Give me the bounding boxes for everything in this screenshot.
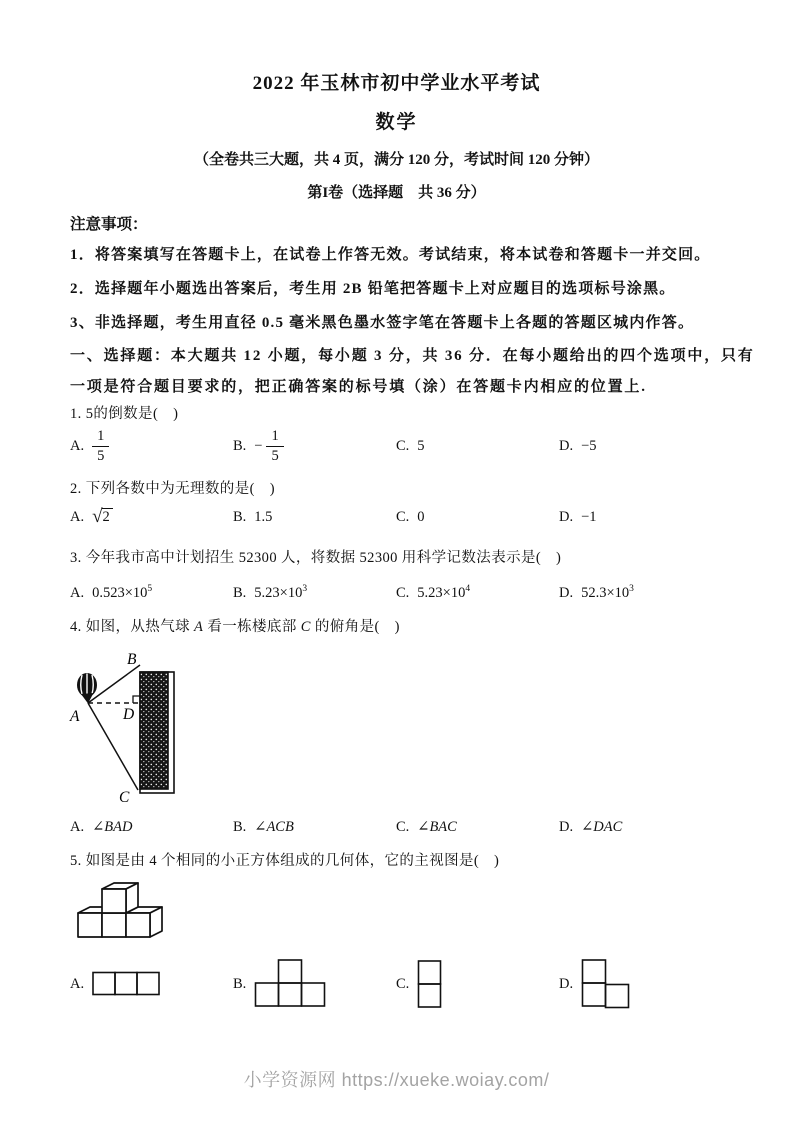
q4-option-d <box>559 812 726 842</box>
point-a-ref: A <box>194 619 204 635</box>
exponent: 5 <box>147 584 153 595</box>
volume-heading: 第I卷（选择题 共 36 分） <box>307 185 486 201</box>
angle-symbol: ∠ <box>92 818 105 835</box>
mantissa: 5.23×10 <box>417 584 466 601</box>
cube-solid <box>78 883 162 937</box>
q4-option-a <box>70 812 233 842</box>
exam-info-line: （全卷共三大题，共 4 页，满分 120 分，考试时间 120 分钟） <box>193 152 599 168</box>
figure-label-a: A <box>70 708 80 725</box>
q4-balloon-building-figure <box>50 648 200 810</box>
question-3-text: 3. 今年我市高中计划招生 52300 人，将数据 52300 用科学记数法表示是( ) <box>70 550 562 566</box>
section-intro-line1: 一、选择题：本大题共 12 小题，每小题 3 分，共 36 分．在每小题给出的四个选项中，只有 <box>70 348 755 364</box>
q2-option-d-label: D. <box>559 508 574 525</box>
fraction-numerator: 1 <box>266 428 283 447</box>
q4-option-b <box>233 812 396 842</box>
q4-option-a-value <box>92 819 132 836</box>
fraction-numerator: 1 <box>92 428 109 447</box>
q4-text-part: 的俯角是( ) <box>314 619 400 635</box>
l-shape-squares <box>581 959 631 1009</box>
q4-option-c-label: C. <box>396 818 410 835</box>
q4-option-b-value <box>254 819 294 836</box>
watermark: 小学资源网 https://xueke.woiay.com/ <box>243 1070 550 1090</box>
question-3-options <box>70 577 726 609</box>
radicand: 2 <box>102 508 113 526</box>
q4-option-d-value <box>581 819 622 836</box>
exponent: 3 <box>302 584 308 595</box>
q3-option-d-value <box>581 584 634 602</box>
mantissa: 52.3×10 <box>581 584 630 601</box>
q1-option-a <box>70 418 233 474</box>
q1-option-c <box>396 418 559 474</box>
question-1-options <box>70 418 726 474</box>
exponent: 3 <box>629 584 634 595</box>
building-shape <box>140 672 174 793</box>
angle-symbol: ∠ <box>581 818 594 835</box>
q5-option-d-label: D. <box>559 975 574 992</box>
angle-letters: BAC <box>429 818 457 835</box>
q2-option-d-value: −1 <box>581 508 597 525</box>
notice-item-3: 3、非选择题，考生用直径 0.5 毫米黑色墨水签字笔在答题卡上各题的答题区城内作答。 <box>70 315 695 331</box>
q2-option-b-value: 1.5 <box>254 508 273 525</box>
q4-option-d-label: D. <box>559 818 574 835</box>
q1-option-c-value: 5 <box>417 437 425 454</box>
q1-option-d <box>559 418 726 474</box>
q3-option-c <box>396 577 559 609</box>
q3-option-a-value <box>92 584 152 602</box>
notice-heading: 注意事项： <box>70 216 148 233</box>
q4-option-b-label: B. <box>233 818 247 835</box>
t-shape-squares <box>254 959 328 1009</box>
q5-option-d <box>559 948 726 1020</box>
question-1-text: 1. 5的倒数是( ) <box>70 406 179 422</box>
figure-label-c: C <box>119 789 130 806</box>
q5-option-b-label: B. <box>233 975 247 992</box>
figure-label-d: D <box>123 706 135 723</box>
q3-option-b-value <box>254 584 307 602</box>
q2-option-d <box>559 500 726 534</box>
q2-option-a <box>70 500 233 534</box>
fraction <box>266 428 283 464</box>
q4-option-c <box>396 812 559 842</box>
q5-option-a <box>70 948 233 1020</box>
q4-text-part: 看一栋楼底部 <box>207 619 297 635</box>
section-intro-line2: 一项是符合题目要求的，把正确答案的标号填（涂）在答题卡内相应的位置上. <box>70 379 647 395</box>
question-5-text: 5. 如图是由 4 个相同的小正方体组成的几何体，它的主视图是( ) <box>70 853 500 869</box>
figure-label-b: B <box>127 651 137 668</box>
question-2-options <box>70 500 726 534</box>
mantissa: 5.23×10 <box>254 584 303 601</box>
q3-option-d-label: D. <box>559 584 574 601</box>
angle-symbol: ∠ <box>254 818 267 835</box>
q5-option-a-label: A. <box>70 975 85 992</box>
q1-option-d-label: D. <box>559 437 574 454</box>
question-4-text <box>70 615 726 636</box>
q3-option-d <box>559 577 726 609</box>
q2-option-c-value: 0 <box>417 508 425 525</box>
exponent: 4 <box>465 584 471 595</box>
notice-item-1: 1．将答案填写在答题卡上，在试卷上作答无效。考试结束，将本试卷和答题卡一并交回。 <box>70 247 711 263</box>
q2-option-a-label: A. <box>70 508 85 525</box>
two-squares-stacked-shape <box>417 960 443 1009</box>
fraction <box>92 428 109 464</box>
q4-option-c-value <box>417 819 457 836</box>
q1-option-a-label: A. <box>70 437 85 454</box>
subject-title: 数学 <box>375 112 418 133</box>
q4-text-part: 4. 如图，从热气球 <box>70 619 190 635</box>
minus-sign: − <box>254 437 263 454</box>
q4-option-a-label: A. <box>70 818 85 835</box>
right-angle-mark <box>133 696 140 703</box>
q3-option-c-value <box>417 584 470 602</box>
q1-option-d-value: −5 <box>581 437 597 454</box>
angle-letters: ACB <box>266 818 294 835</box>
q1-option-b <box>233 418 396 474</box>
q5-option-c <box>396 948 559 1020</box>
q1-option-c-label: C. <box>396 437 410 454</box>
question-5-options <box>70 948 726 1020</box>
page-title: 2022 年玉林市初中学业水平考试 <box>252 73 541 94</box>
mantissa: 0.523×10 <box>92 584 148 601</box>
q3-option-b <box>233 577 396 609</box>
fraction-denominator: 5 <box>97 447 105 464</box>
q2-option-c-label: C. <box>396 508 410 525</box>
angle-symbol: ∠ <box>417 818 430 835</box>
q2-option-b <box>233 500 396 534</box>
square-root <box>92 505 113 527</box>
q5-option-b <box>233 948 396 1020</box>
notice-item-2: 2．选择题年小题选出答案后，考生用 2B 铅笔把答题卡上对应题目的选项标号涂黑。 <box>70 281 676 297</box>
q2-option-b-label: B. <box>233 508 247 525</box>
angle-letters: BAD <box>104 818 133 835</box>
angle-letters: DAC <box>593 818 623 835</box>
q3-option-b-label: B. <box>233 584 247 601</box>
point-c-ref: C <box>300 619 311 635</box>
question-2-text: 2. 下列各数中为无理数的是( ) <box>70 481 275 497</box>
fraction-denominator: 5 <box>271 447 279 464</box>
three-squares-row-shape <box>92 971 162 997</box>
q1-option-b-label: B. <box>233 437 247 454</box>
q3-option-c-label: C. <box>396 584 410 601</box>
q5-isometric-cubes-figure <box>55 870 185 950</box>
question-4-options <box>70 812 726 842</box>
q3-option-a <box>70 577 233 609</box>
radical-sign: √ <box>92 505 103 527</box>
q2-option-c <box>396 500 559 534</box>
q5-option-c-label: C. <box>396 975 410 992</box>
q3-option-a-label: A. <box>70 584 85 601</box>
